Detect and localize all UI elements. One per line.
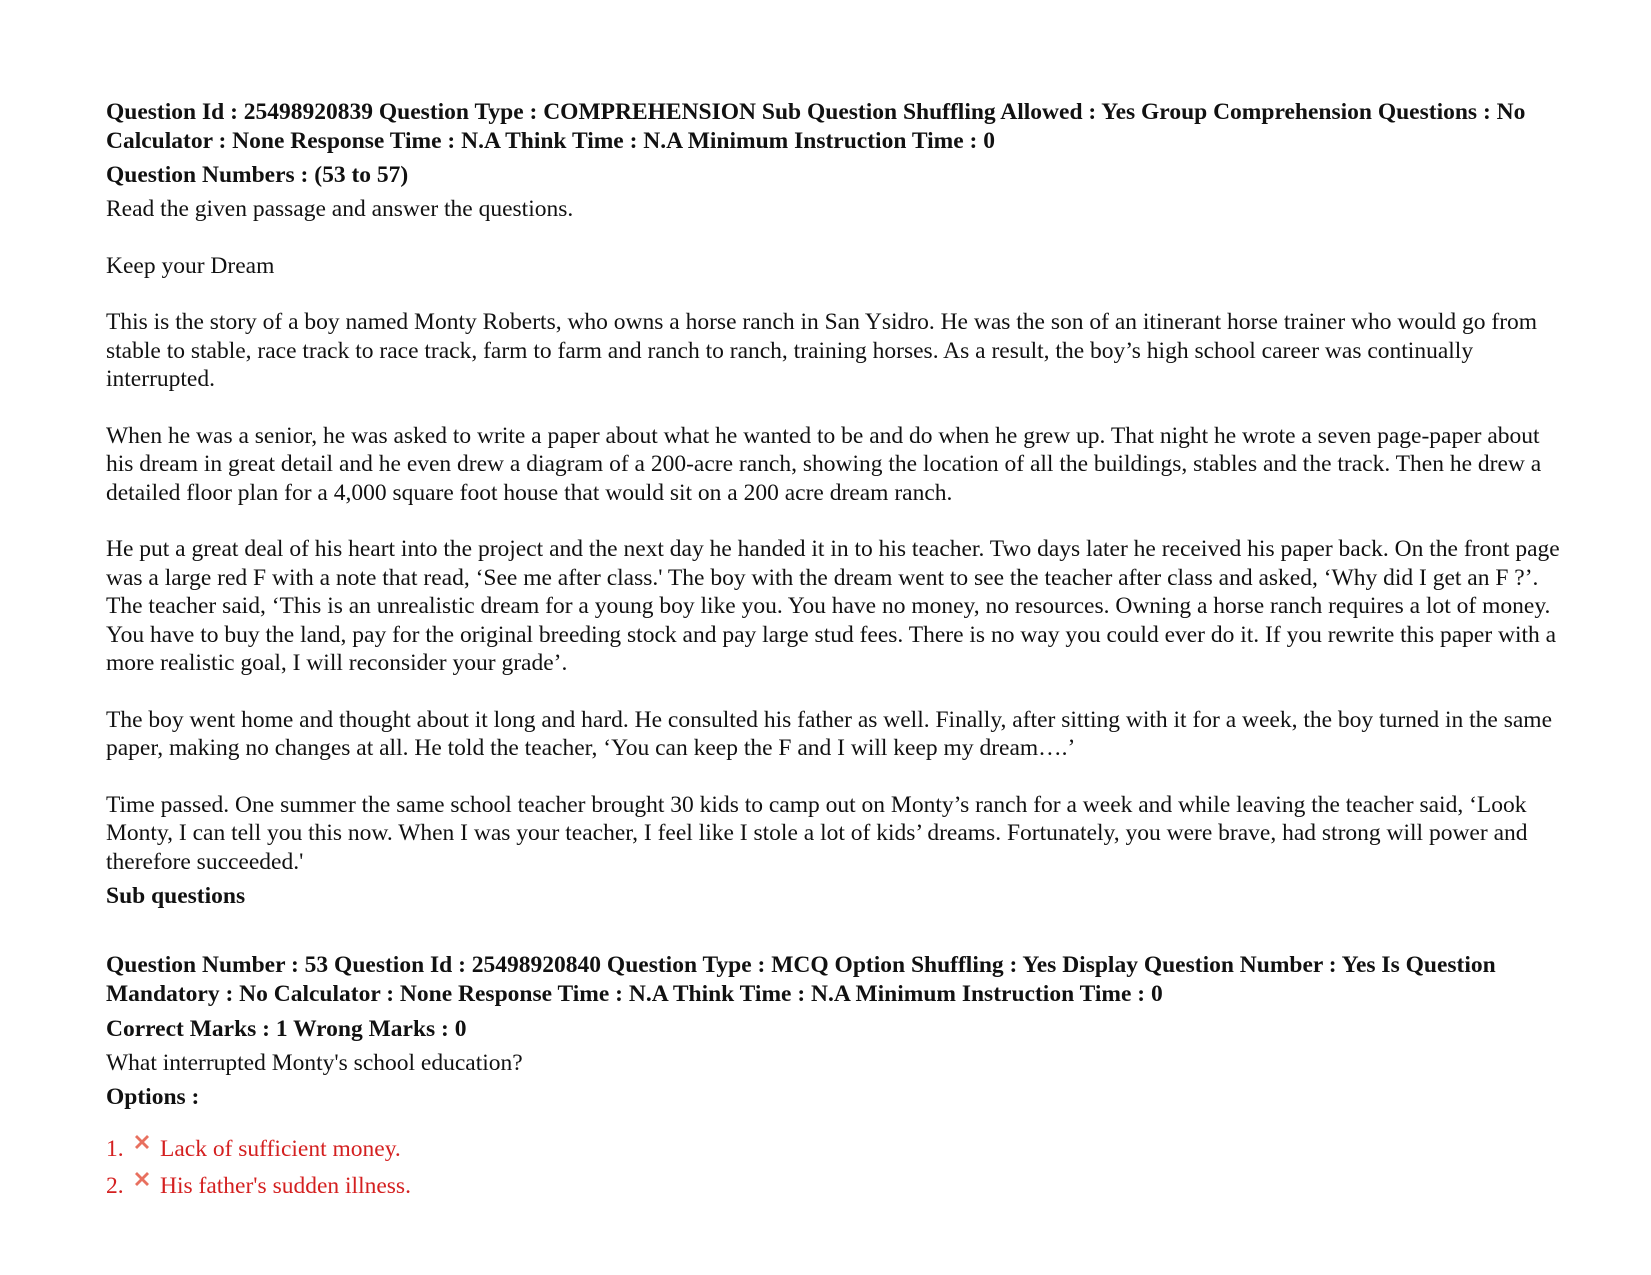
- passage-paragraph: The boy went home and thought about it long and hard. He consulted his father as well. Finally, after sitting with it for a week, the boy turned in the same paper, making no changes at all. He told the teacher, ‘You can keep the F and I will keep my dream….’: [106, 706, 1552, 761]
- instruction-text: Read the given passage and answer the questions.: [106, 196, 574, 222]
- option-text: Lack of sufficient money.: [160, 1136, 401, 1162]
- options-label: Options :: [106, 1083, 200, 1110]
- question-text: What interrupted Monty's school education?: [106, 1050, 523, 1076]
- passage-paragraph: When he was a senior, he was asked to write a paper about what he wanted to be and do when he grew up. That night he wrote a seven page-paper about his dream in great detail and he even drew a diagram of a 200-acre ranch, showing the location of all the buildings, stables and the track. Then he drew a detailed floor plan for a 4,000 square foot house that would sit on a 200 acre dream ranch.: [106, 422, 1542, 506]
- marks-line: Correct Marks : 1 Wrong Marks : 0: [106, 1016, 467, 1042]
- passage-paragraph: This is the story of a boy named Monty Roberts, who owns a horse ranch in San Ysidro. He was the son of an itinerant horse trainer who would go from stable to stable, race track to race track, farm to farm and ranch to ranch, training horses. As a result, the boy’s high school career was continually interrupted.: [106, 309, 1538, 392]
- wrong-cross-icon: [134, 1129, 150, 1145]
- passage-title: Keep your Dream: [106, 252, 275, 279]
- option-number: 2.: [106, 1173, 124, 1199]
- option-2: [106, 1172, 1571, 1201]
- option-number: 1.: [106, 1136, 124, 1162]
- passage-paragraph: He put a great deal of his heart into the project and the next day he handed it in to his teacher. Two days later he received his paper back. On the front page was a large red F with a note that read, ‘See me after class.' The boy with the dream went to see the teacher after class and asked, ‘Why did I get an F ?’. The teacher said, ‘This is an unrealistic dream for a young boy like you. You have no money, no resources. Owning a horse ranch requires a lot of money. You have to buy the land, pay for the original breeding stock and pay large stud fees. There is no way you could ever do it. If you rewrite this paper with a more realistic goal, I will reconsider your grade’.: [106, 536, 1560, 676]
- sub-questions-heading: Sub questions: [106, 883, 246, 909]
- option-text: His father's sudden illness.: [160, 1173, 411, 1199]
- question-numbers: Question Numbers : (53 to 57): [106, 162, 409, 188]
- sub-question-meta: Question Number : 53 Question Id : 25498920840 Question Type : MCQ Option Shuffling : Yes Display Question Number : Yes Is Question Mandatory : No Calculator : None Response Time : N.A Think Time : N.A Minimum Instruction Time : 0: [106, 952, 1496, 1007]
- wrong-cross-icon: [134, 1166, 150, 1182]
- comprehension-meta: Question Id : 25498920839 Question Type : COMPREHENSION Sub Question Shuffling Allowed : Yes Group Comprehension Questions : No Calculator : None Response Time : N.A Think Time : N.A Minimum Instruction Time : 0: [106, 99, 1526, 154]
- passage-paragraph: Time passed. One summer the same school teacher brought 30 kids to camp out on Monty’s ranch for a week and while leaving the teacher said, ‘Look Monty, I can tell you this now. When I was your teacher, I feel like I stole a lot of kids’ dreams. Fortunately, you were brave, had strong will power and therefore succeeded.': [106, 791, 1528, 875]
- option-1: [106, 1135, 1571, 1164]
